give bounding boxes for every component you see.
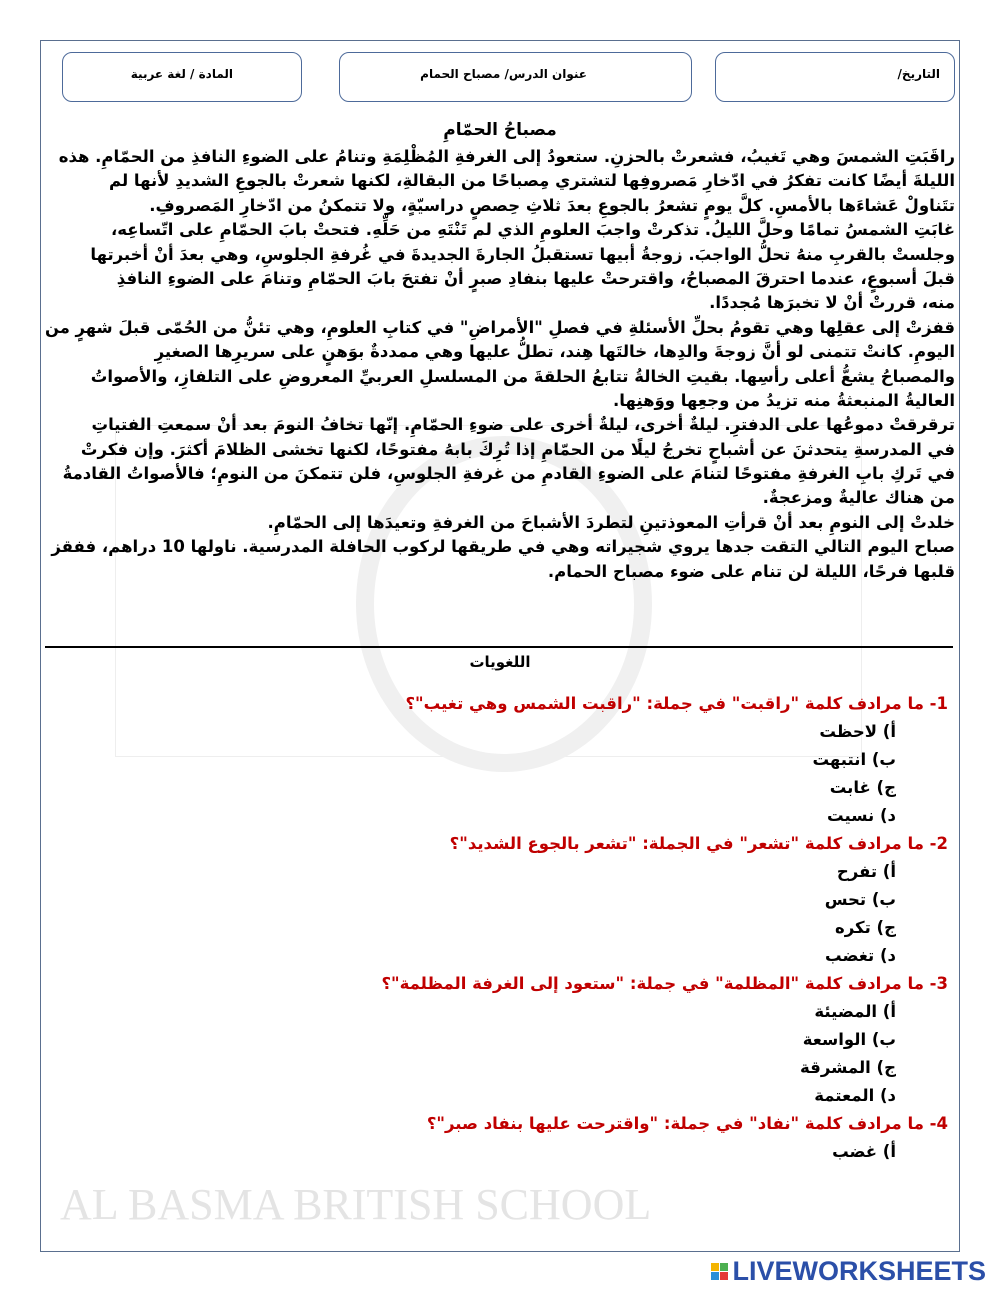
answer-option[interactable]: أ) المضيئة	[814, 1002, 896, 1021]
story-line-row	[45, 145, 955, 169]
story-line-row	[45, 291, 955, 315]
story-line-row	[45, 194, 955, 218]
story-line: قلبها فرحًا، الليلة لن تنام على ضوء مصباح الحمام.	[547, 561, 955, 581]
story-line-row	[45, 316, 955, 340]
story-line-row	[45, 486, 955, 510]
logo-icon	[711, 1263, 728, 1280]
question-1: 1- ما مرادف كلمة "راقبت" في جملة: "راقبت الشمس وهي تغيب"؟	[405, 694, 948, 713]
section-divider	[45, 646, 953, 648]
story-line-row	[45, 365, 955, 389]
answer-option[interactable]: د) نسيت	[827, 806, 896, 825]
story-text	[45, 145, 955, 584]
story-line-row	[45, 389, 955, 413]
story-line: من هناك عاليةٌ ومزعجةٌ.	[762, 488, 955, 508]
story-title: مصباحُ الحمّامِ	[443, 120, 557, 140]
question-2: 2- ما مرادف كلمة "تشعر" في الجملة: "تشعر بالجوع الشديد"؟	[449, 834, 948, 853]
answer-option[interactable]: ج) غابت	[829, 778, 896, 797]
school-watermark: AL BASMA BRITISH SCHOOL	[60, 1180, 652, 1229]
questions-list	[381, 690, 948, 1166]
question-3: 3- ما مرادف كلمة "المظلمة" في جملة: "ستعود إلى الغرفة المظلمة"؟	[381, 974, 948, 993]
story-line: منه، قررتْ أنْ لا تخبرَها مُجددًا.	[709, 293, 955, 313]
brand-name: LIVEWORKSHEETS	[732, 1256, 986, 1286]
story-line: راقَبَتِ الشمسَ وهي تَغيبُ، فشعرتْ بالحزنِ. ستعودُ إلى الغرفةِ المُظْلِمَةِ وتنامُ على الضوءِ النافذِ من الحمّامِ. هذه	[58, 147, 955, 166]
answer-option[interactable]: أ) تفرح	[836, 862, 896, 881]
story-line-row	[45, 169, 955, 193]
lesson-title-box	[339, 52, 692, 102]
story-line-row	[45, 267, 955, 291]
story-line-row	[45, 243, 955, 267]
story-line: في المدرسةِ يتحدثنَ عن أشباحٍ تخرجُ ليلًا من الحمّامِ إذا تُرِكَ بابهُ مفتوحًا، لكنها تخشى الظلامَ أكثرَ. وإن فكرتْ	[80, 439, 955, 459]
lesson-title-label: عنوان الدرس/ مصباح الحمام	[420, 67, 587, 81]
story-line-row	[45, 511, 955, 535]
answer-option[interactable]: ب) تحس	[824, 890, 896, 909]
story-line: صباح اليوم التالي التقت جدها يروي شجيراته وهي في طريقها لركوب الحافلة المدرسية. ناولها 10 دراهم، ففقز	[51, 537, 955, 557]
story-line-row	[45, 535, 955, 559]
story-line: ترقرقتْ دموعُها على الدفترِ. ليلةٌ أخرى، ليلةٌ أخرى على ضوءِ الحمّامِ. إنّها تخافُ النومَ بعد أنْ سمعتِ الفتياتِ	[91, 415, 955, 435]
story-line: اليومِ. كانتْ تتمنى لو أنَّ زوجةَ والدِها، خالتَها هِند، تطلُّ عليها وهي ممددةٌ بوَهنٍ على سريرِها الصغيرِ	[154, 342, 955, 362]
story-line: العاليةُ المنبعثةُ منه تزيدُ من وجعِها ووَهنِها.	[612, 390, 955, 410]
story-line: قبلَ أسبوعٍ، عندما احترقَ المصباحُ، واقترحتْ عليها بنفادِ صبرٍ أنْ تفتحَ بابَ الحمّامِ وتنامَ على الضوءِ النافذِ	[116, 268, 955, 288]
story-line: الليلةَ أيضًا كانت تفكرُ في ادّخارِ مَصروفِها لتشتري مِصباحًا من البقالةِ، لكنها شعرتْ بالجوعِ الشديدِ لأنها لم	[109, 171, 955, 191]
answer-option[interactable]: ج) المشرقة	[800, 1058, 896, 1077]
story-line-row	[45, 560, 955, 584]
story-line: خلدتْ إلى النومِ بعد أنْ قرأتِ المعوذتينِ لتطردَ الأشباحَ من الغرفةِ وتعيدَها إلى الحمّامِ.	[267, 512, 955, 532]
story-line-row	[45, 462, 955, 486]
story-line-row	[45, 340, 955, 364]
story-line: في تَركِ بابِ الغرفةِ مفتوحًا لتنامَ على الضوءِ القادمِ من غرفةِ الجلوسِ، فلن تتمكنَ من النومِ؛ فالأصواتُ القادمةُ	[62, 464, 955, 484]
section-title: اللغويات	[469, 653, 531, 671]
story-line-row	[45, 438, 955, 462]
answer-option[interactable]: د) المعتمة	[814, 1086, 896, 1105]
story-line: تتَناولْ عَشاءَها بالأمسِ. كلَّ يومٍ تشعرُ بالجوعِ بعدَ ثلاثِ حِصصٍ دراسيّةٍ، ولا تتمكنُ من ادّخارِ المَصروفِ.	[149, 195, 955, 215]
date-label: التاريخ/	[897, 67, 940, 81]
story-line: غابَتِ الشمسُ تمامًا وحلَّ الليلُ. تذكرتْ واجبَ العلومِ الذي لم تَنْتَهِ من حَلِّهِ. فتحتْ بابَ الحمّامِ على اتّساعِه،	[111, 220, 955, 240]
subject-label: المادة / لغة عربية	[130, 67, 233, 81]
answer-option[interactable]: ج) تكره	[835, 918, 896, 937]
story-line-row	[45, 413, 955, 437]
answer-option[interactable]: ب) الواسعة	[802, 1030, 896, 1049]
story-line-row	[45, 218, 955, 242]
date-box[interactable]	[715, 52, 955, 102]
story-line: والمصباحُ يشعُّ أعلى رأسِها. بقيتِ الخالةُ تتابعُ الحلقةَ من المسلسلِ العربيِّ المعروضِ على التلفازِ، والأصواتُ	[90, 366, 955, 386]
answer-option[interactable]: د) تغضب	[825, 946, 896, 965]
story-line: قفزتْ إلى عقلِها وهي تقومُ بحلِّ الأسئلةِ في فصلِ "الأمراضِ" في كتابِ العلومِ، وهي تئنُّ من الحُمّى قبلَ شهرٍ من	[45, 317, 955, 337]
answer-option[interactable]: أ) لاحظت	[819, 722, 896, 741]
liveworksheets-logo	[711, 1256, 986, 1287]
question-4: 4- ما مرادف كلمة "نفاد" في جملة: "واقترحت عليها بنفاد صبر"؟	[426, 1114, 948, 1133]
answer-option[interactable]: أ) غضب	[832, 1142, 896, 1161]
answer-option[interactable]: ب) انتبهت	[812, 750, 896, 769]
subject-box	[62, 52, 302, 102]
story-line: وجلستْ بالقربِ منهُ تحلُّ الواجبَ. زوجةُ أبيها تستقبلُ الجارةَ الجديدةَ في غُرفةِ الجلوسِ، وهي بعدَ أنْ أخبرتها	[90, 244, 955, 264]
